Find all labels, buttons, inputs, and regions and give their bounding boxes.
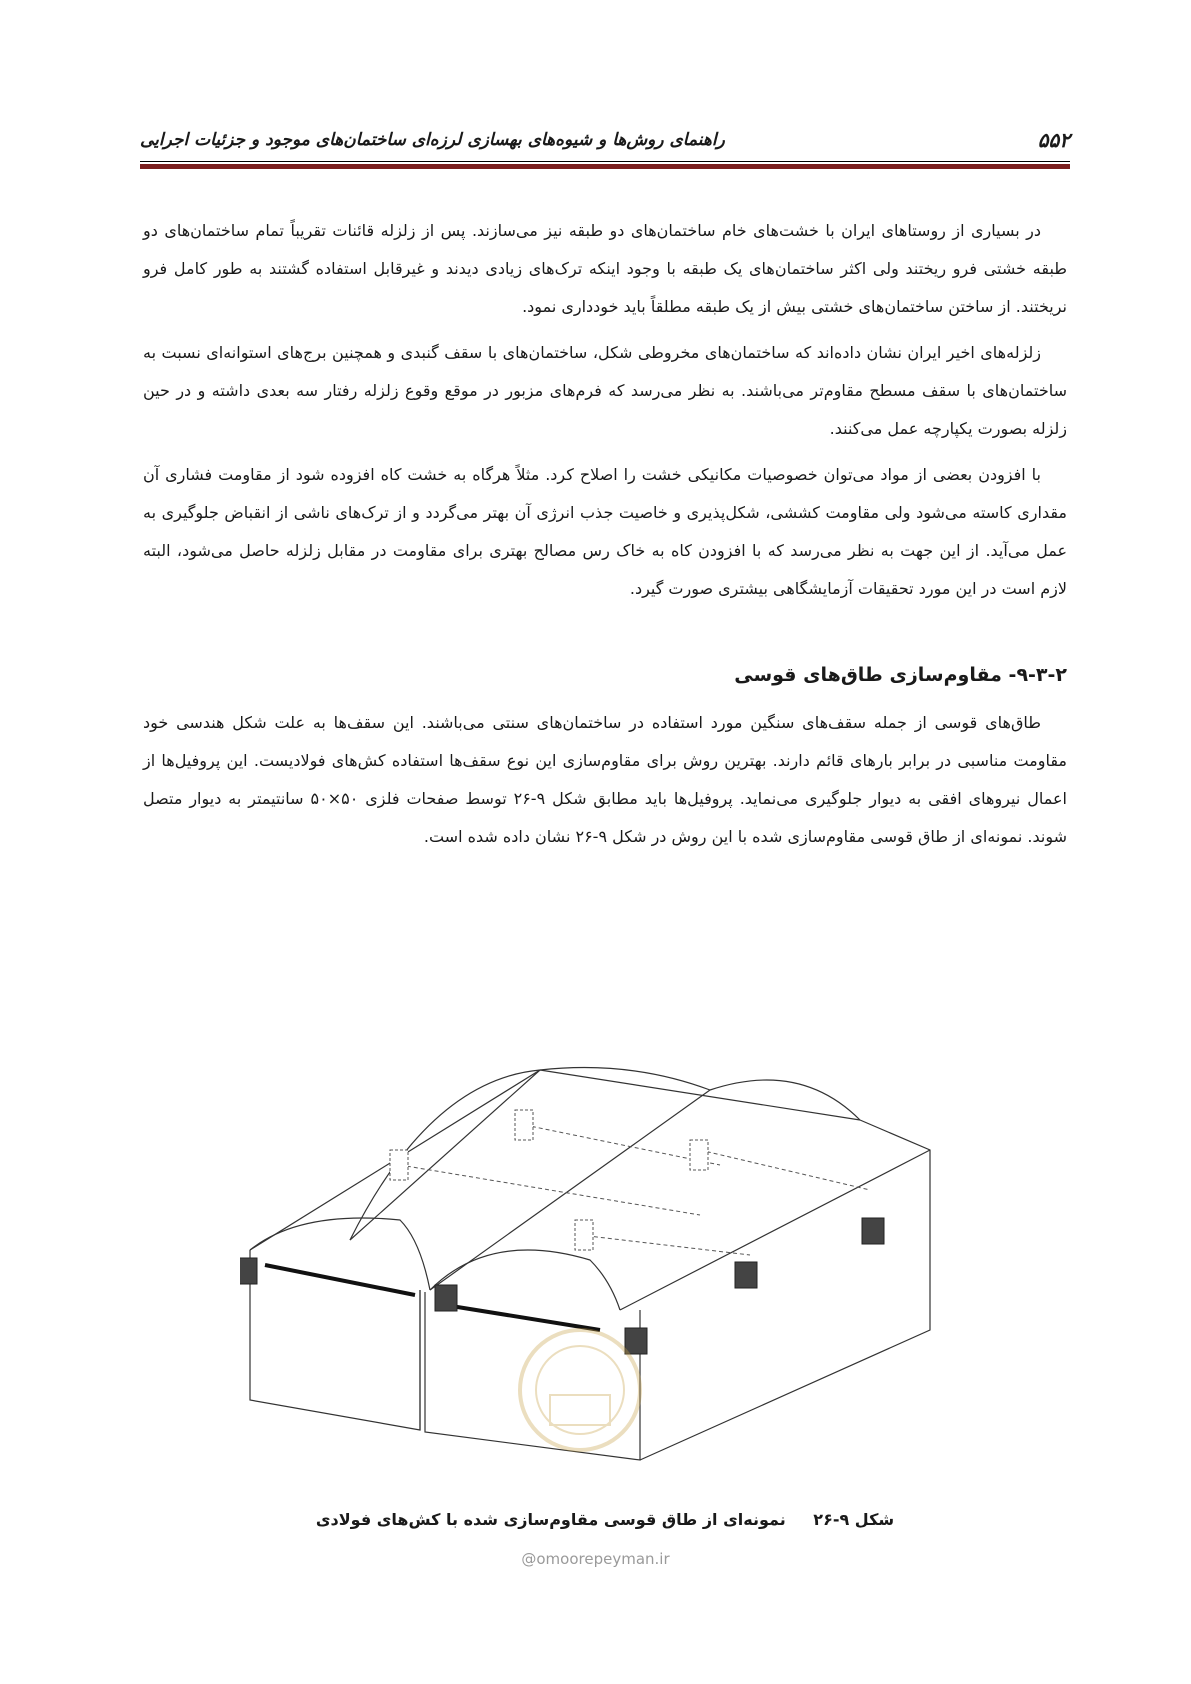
anchor-plate-3	[625, 1328, 647, 1354]
book-title: راهنمای روش‌ها و شیوه‌های بهسازی لرزه‌ای ساختمان‌های موجود و جزئیات اجرایی	[140, 130, 725, 150]
section-heading: ۹-۳-۲- مقاوم‌سازی طاق‌های قوسی	[734, 664, 1067, 686]
steel-tie-front-left	[265, 1265, 415, 1295]
main-content	[143, 212, 1067, 864]
page-number: ۵۵۲	[1037, 128, 1070, 152]
figure-caption-text: نمونه‌ای از طاق قوسی مقاوم‌سازی شده با کش‌های فولادی	[315, 1510, 786, 1529]
front-arch-right	[430, 1250, 620, 1310]
paragraph-2: زلزله‌های اخیر ایران نشان داده‌اند که ساختمان‌های مخروطی شکل، ساختمان‌های با سقف گنبدی و همچنین برج‌های استوانه‌ای نسبت به ساختمان‌های با سقف مسطح مقاوم‌تر می‌باشند. به نظر می‌رسد که فرم‌های مزبور در موقع وقوع زلزله رفتار سه بعدی داشته و در حین زلزله بصورت یکپارچه عمل می‌کنند.	[143, 343, 1067, 438]
paragraph-1: در بسیاری از روستاهای ایران با خشت‌های خام ساختمان‌های دو طبقه نیز می‌سازند. پس از زلزله قائنات تقریباً تمام ساختمان‌های دو طبقه خشتی فرو ریختند ولی اکثر ساختمان‌های یک طبقه با وجود اینکه ترک‌های زیادی دیدند و غیرقابل استفاده گشتند به طور کامل فرو نریختند. از ساختن ساختمان‌های خشتی بیش از یک طبقه مطلقاً باید خودداری نمود.	[143, 221, 1067, 316]
section-paragraph: طاق‌های قوسی از جمله سقف‌های سنگین مورد استفاده در ساختمان‌های سنتی می‌باشند. این سقف‌ها به علت شکل هندسی خود مقاومت مناسبی در برابر بارهای قائم دارند. بهترین روش برای مقاوم‌سازی این نوع سقف‌ها استفاده کش‌های فولادیست. این پروفیل‌ها از اعمال نیروهای افقی به دیوار جلوگیری می‌نماید. پروفیل‌ها باید مطابق شکل ۹-۲۶ توسط صفحات فلزی ۵۰×۵۰ سانتیمتر به دیوار متصل شوند. نمونه‌ای از طاق قوسی مقاوم‌سازی شده با این روش در شکل ۹-۲۶ نشان داده شده است.	[143, 713, 1068, 846]
running-header	[140, 128, 1070, 162]
paragraph-3: با افزودن بعضی از مواد می‌توان خصوصیات مکانیکی خشت را اصلاح کرد. مثلاً هرگاه به خشت کاه افزوده شود از مقاومت فشاری آن مقداری کاسته می‌شود ولی مقاومت کششی، شکل‌پذیری و خاصیت جذب انرژی آن بهتر می‌گردد و از ترک‌های ناشی از انقباض جلوگیری به عمل می‌آید. از این جهت به نظر می‌رسد که با افزودن کاه به خاک رس مصالح بهتری برای مقاومت در مقابل زلزله حاصل می‌شود، البته لازم است در این مورد تحقیقات آزمایشگاهی بیشتری صورت گیرد.	[143, 465, 1067, 598]
anchor-plate-2	[435, 1285, 457, 1311]
watermark-url: @omoorepeyman.ir	[521, 1550, 670, 1568]
figure-vault-drawing	[240, 1000, 960, 1470]
vault-illustration	[240, 1000, 960, 1470]
watermark-seal	[520, 1330, 640, 1450]
header-rule-thin	[140, 161, 1070, 162]
anchor-plate-5	[862, 1218, 884, 1244]
header-rule-thick	[140, 164, 1070, 169]
figure-caption	[140, 1510, 1070, 1529]
anchor-plate-4	[735, 1262, 757, 1288]
anchor-plate-1	[240, 1258, 257, 1284]
ridge-line-1	[350, 1070, 540, 1240]
figure-caption-number: شکل ۹-۲۶	[813, 1510, 895, 1529]
steel-tie-front-right	[445, 1305, 600, 1330]
steel-tie-back	[400, 1165, 700, 1215]
